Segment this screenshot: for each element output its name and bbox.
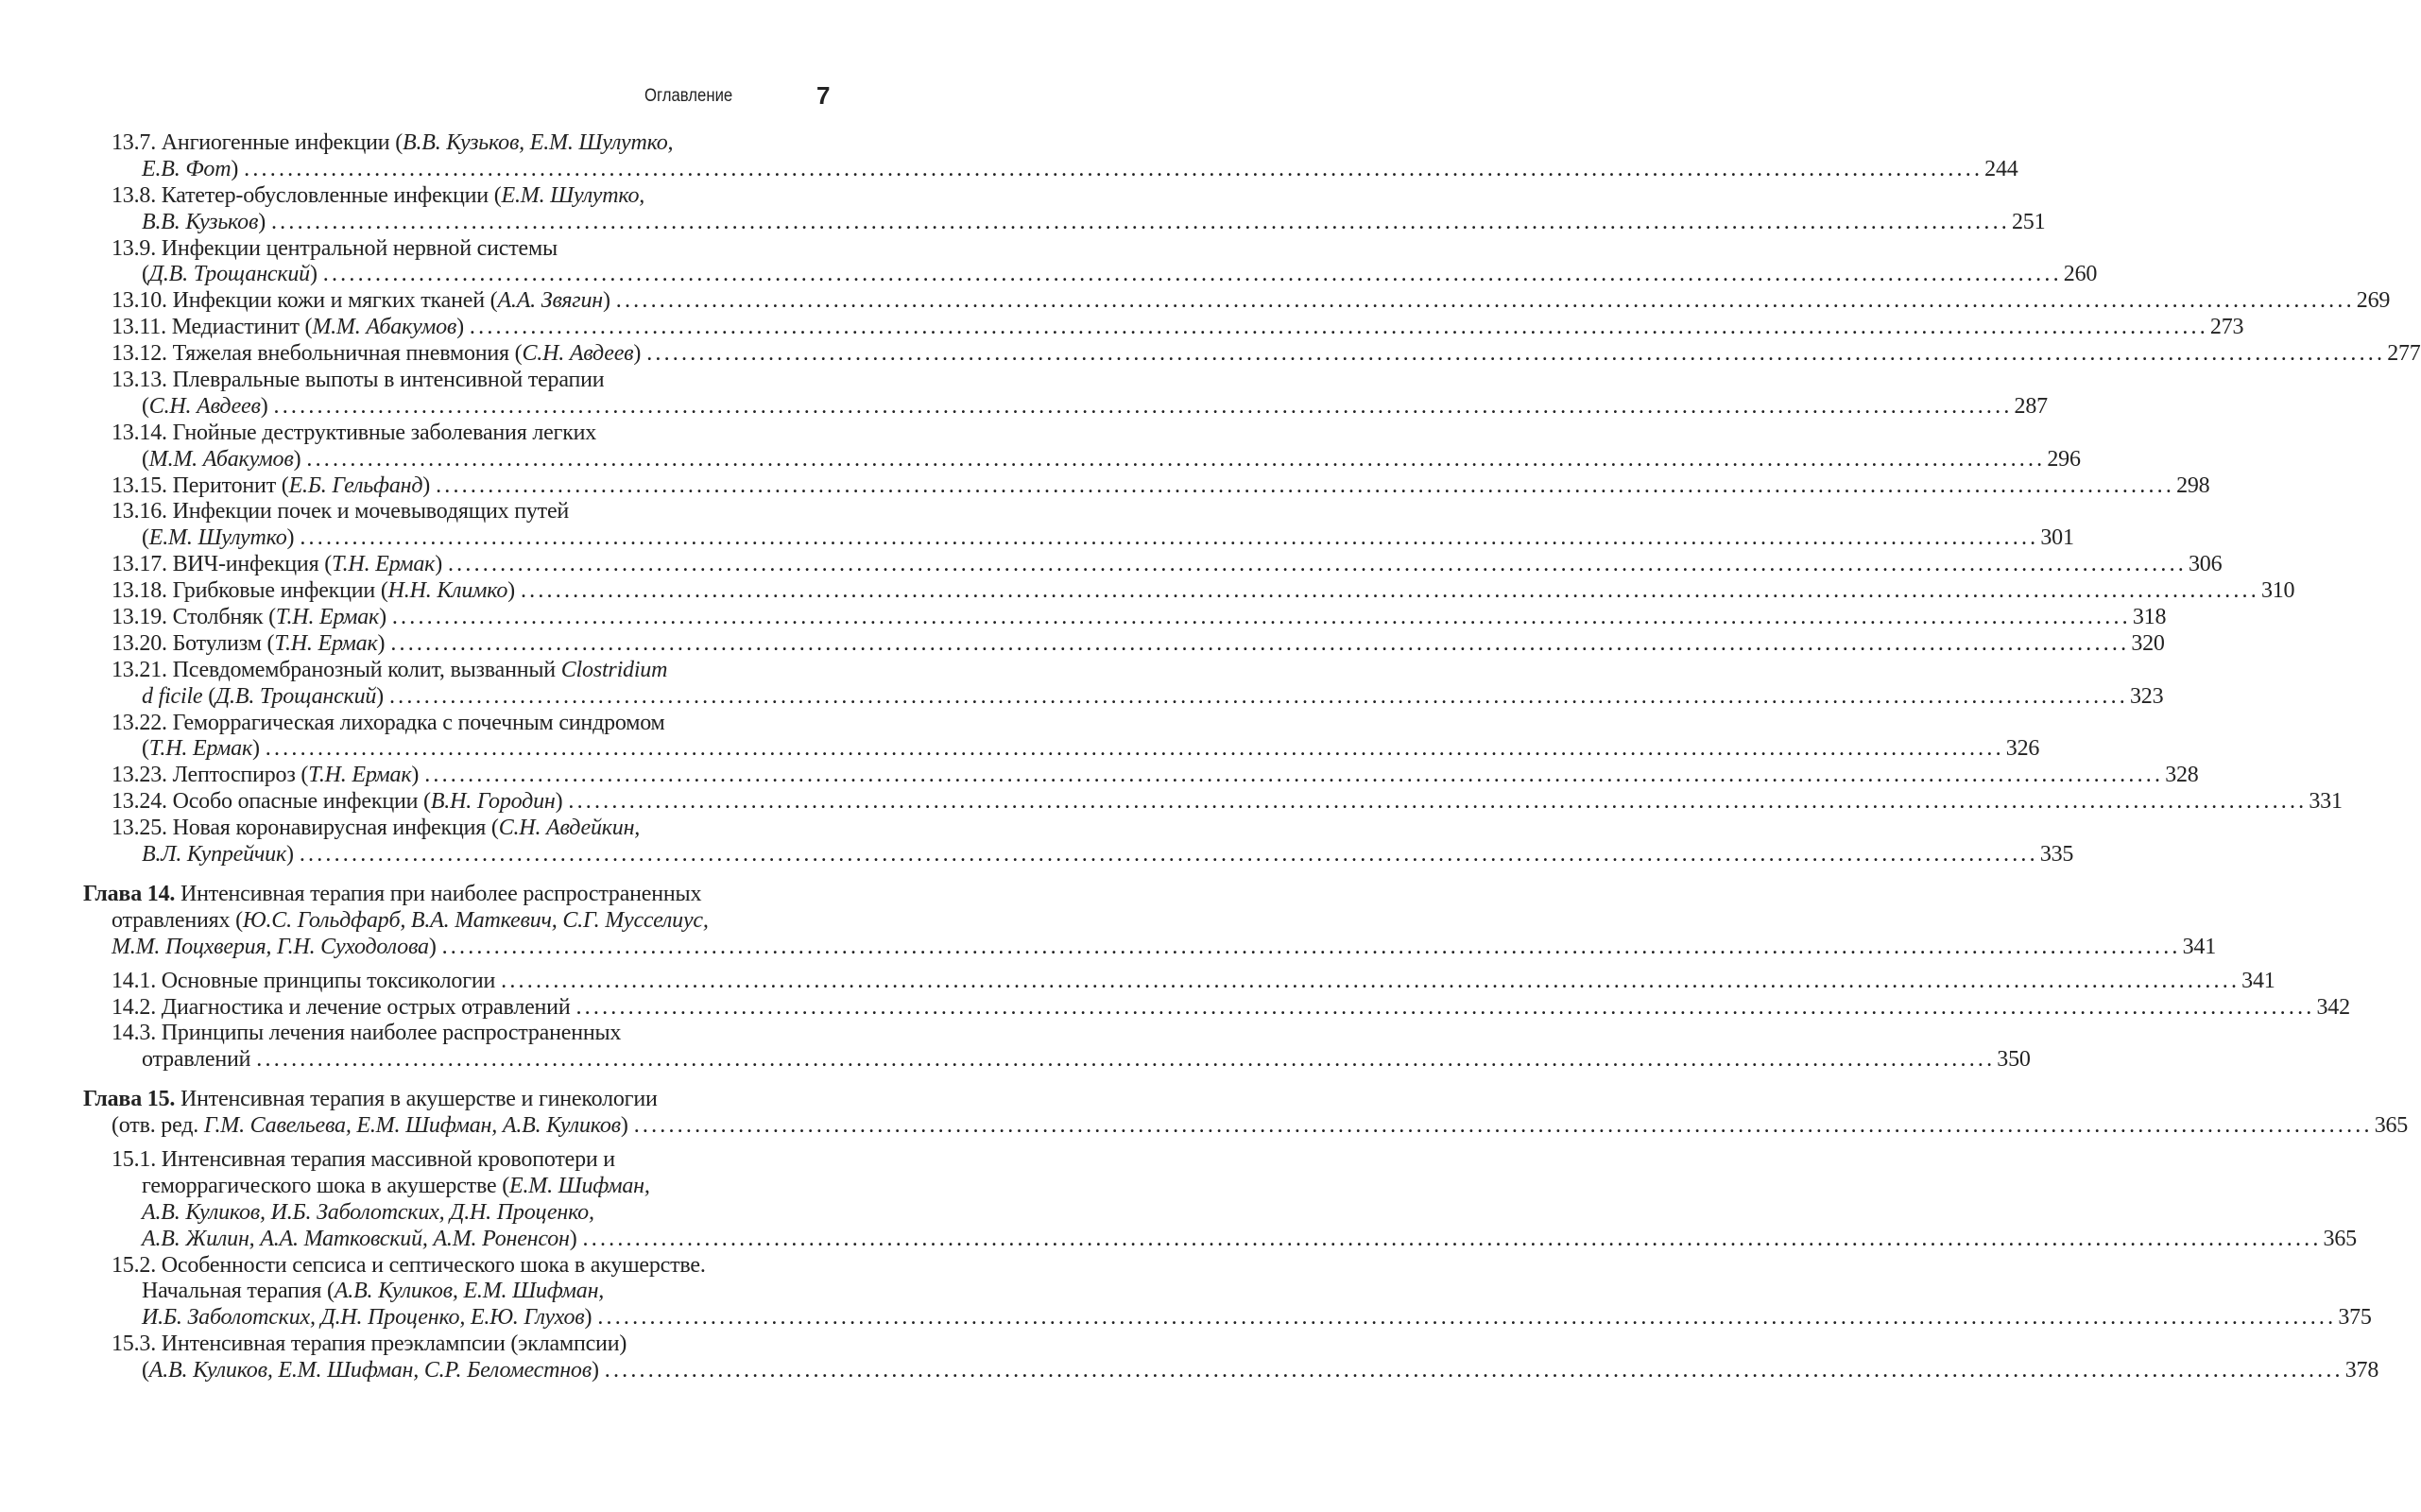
toc-line-text	[112, 130, 673, 157]
toc-line-text	[112, 1147, 615, 1174]
title-text: )	[428, 934, 437, 959]
title-text: отравлений	[142, 1047, 251, 1073]
toc-page-number: 260	[2063, 262, 2098, 287]
toc-line-text	[112, 763, 419, 789]
title-text: (	[142, 1358, 149, 1383]
toc-page-number: 323	[2129, 683, 2164, 709]
toc-section-entry[interactable]	[0, 420, 2081, 473]
toc-line	[0, 908, 824, 935]
toc-section-entry[interactable]	[0, 472, 2210, 500]
toc-page-number: 310	[2260, 578, 2295, 604]
title-text: )	[286, 525, 295, 551]
toc-section-entry[interactable]	[0, 657, 2164, 711]
toc-line	[0, 1047, 2031, 1074]
toc-line	[0, 711, 824, 737]
toc-line-text	[142, 157, 238, 183]
toc-line	[0, 1113, 2409, 1140]
toc-line	[0, 156, 2018, 183]
title-text: (	[142, 525, 149, 551]
toc-line-text	[112, 183, 644, 210]
toc-line-text	[112, 421, 596, 447]
author-names: Т.Н. Ермак	[332, 552, 436, 577]
title-text: )	[309, 262, 318, 287]
author-names: Ю.С. Гольдфарб, В.А. Маткевич, С.Г. Мусселиус,	[242, 907, 709, 933]
title-text: )	[569, 1226, 577, 1251]
author-names: А.В. Куликов, Е.М. Шифман,	[334, 1279, 605, 1304]
chapter-label: Глава 15.	[83, 1087, 176, 1112]
toc-line-text	[112, 315, 464, 341]
toc-page-number: 298	[2176, 472, 2210, 498]
toc-line-text	[112, 1332, 627, 1358]
author-names: Г.М. Савельева, Е.М. Шифман, А.В. Куликов	[203, 1113, 621, 1139]
title-text: )	[258, 209, 266, 234]
toc-section-entry[interactable]	[0, 1146, 2357, 1253]
toc-line-text	[112, 499, 569, 525]
dot-leader: ........................................................................................................................................................................................................	[469, 315, 2208, 340]
toc-page-number: 341	[2182, 934, 2217, 959]
title-text: )	[422, 472, 431, 498]
author-names: А.В. Куликов, Е.М. Шифман, С.Р. Беломестнов	[148, 1358, 592, 1383]
title-text: 13.21. Псевдомембранозный колит, вызванный	[112, 657, 561, 682]
toc-line	[0, 816, 824, 842]
author-names: Т.Н. Ермак	[274, 630, 378, 656]
author-names: Е.В. Фот	[142, 156, 232, 181]
dot-leader: ........................................................................................................................................................................................................	[604, 1358, 2344, 1383]
author-names: Е.М. Шифман,	[509, 1173, 650, 1198]
toc-line-text	[142, 736, 260, 763]
toc-page-number: 375	[2338, 1305, 2372, 1331]
title-text: )	[620, 1113, 628, 1139]
toc-page-number: 296	[2047, 446, 2081, 472]
table-of-contents	[0, 130, 2421, 1384]
toc-line	[0, 341, 2421, 368]
toc-line-text	[83, 1087, 658, 1113]
toc-line	[0, 472, 2210, 500]
toc-line	[0, 683, 2164, 711]
title-text: 14.2. Диагностика и лечение острых отравлений	[112, 994, 571, 1020]
dot-leader: ........................................................................................................................................................................................................	[424, 763, 2164, 788]
toc-section-entry[interactable]	[0, 710, 2040, 764]
toc-line-text	[142, 1174, 650, 1200]
author-names: В.Л. Купрейчик	[142, 842, 287, 868]
author-names: Т.Н. Ермак	[275, 605, 380, 630]
toc-section-entry[interactable]	[0, 341, 2421, 368]
toc-page-number: 277	[2387, 341, 2421, 367]
author-names: М.М. Абакумов	[148, 446, 294, 472]
title-text: 13.20. Ботулизм (	[112, 630, 275, 656]
toc-line	[0, 236, 824, 263]
author-names: d ficile	[142, 683, 203, 709]
author-names: В.В. Кузьков	[142, 209, 259, 234]
toc-line-text	[112, 552, 442, 578]
toc-line-text	[142, 1200, 594, 1227]
title-text: )	[456, 315, 464, 340]
toc-line	[0, 421, 824, 447]
title-text: 14.1. Основные принципы токсикологии	[112, 968, 496, 993]
title-text: )	[411, 763, 420, 788]
title-text: )	[555, 789, 563, 815]
toc-page-number: 301	[2040, 525, 2074, 551]
author-names: М.М. Абакумов	[312, 315, 457, 340]
toc-line	[0, 736, 2040, 763]
dot-leader: ........................................................................................................................................................................................................	[520, 578, 2259, 604]
toc-line-text	[112, 658, 667, 684]
title-text: )	[507, 578, 515, 604]
dot-leader: ........................................................................................................................................................................................................	[390, 630, 2130, 656]
title-text: 13.11. Медиастинит (	[112, 315, 313, 340]
title-text: (	[142, 393, 149, 419]
dot-leader: ........................................................................................................................................................................................................	[322, 262, 2062, 287]
toc-page-number: 306	[2188, 552, 2223, 577]
toc-line-text	[142, 1358, 599, 1384]
toc-page-number: 328	[2165, 763, 2199, 788]
title-text: (отв. ред.	[112, 1113, 204, 1139]
author-names: В.Н. Городин	[430, 789, 556, 815]
author-names: Т.Н. Ермак	[148, 736, 252, 762]
toc-section-entry[interactable]	[0, 763, 2199, 789]
dot-leader: ........................................................................................................................................................................................................	[391, 605, 2131, 630]
toc-line-text	[142, 210, 266, 236]
title-text: )	[376, 683, 384, 709]
title-text: (	[142, 446, 149, 472]
author-names: В.В. Кузьков, Е.М. Шулутко,	[402, 130, 674, 155]
author-names: А.В. Жилин, А.А. Матковский, А.М. Роненсон	[142, 1226, 570, 1251]
toc-page-number: 350	[1997, 1047, 2031, 1073]
toc-line	[0, 630, 2165, 658]
toc-page-number: 244	[1984, 156, 2018, 181]
dot-leader: ........................................................................................................................................................................................................	[300, 525, 2039, 551]
dot-leader: ........................................................................................................................................................................................................	[265, 736, 2004, 762]
toc-line-text	[112, 995, 570, 1022]
title-text: 13.19. Столбняк (	[112, 605, 276, 630]
title-text: )	[377, 630, 386, 656]
author-names: М.М. Поцхверия, Г.Н. Суходолова	[112, 934, 429, 959]
title-text: 13.25. Новая коронавирусная инфекция (	[112, 816, 499, 841]
author-names: Е.М. Шулутко	[148, 525, 287, 551]
title-text: 13.9. Инфекции центральной нервной системы	[112, 235, 558, 261]
author-names: С.Н. Авдеев	[522, 341, 634, 367]
title-text: геморрагического шока в акушерстве (	[142, 1173, 510, 1198]
toc-line-text	[112, 631, 385, 658]
toc-line	[0, 1021, 824, 1047]
dot-leader: ........................................................................................................................................................................................................	[501, 968, 2241, 993]
running-header	[0, 83, 945, 112]
author-names: А.А. Звягин	[497, 288, 603, 314]
toc-line	[0, 130, 824, 157]
toc-section-entry[interactable]	[0, 789, 2343, 816]
author-names: Д.В. Трощанский	[215, 683, 377, 709]
toc-line	[0, 605, 2167, 631]
toc-line	[0, 393, 2048, 421]
dot-leader: ........................................................................................................................................................................................................	[270, 209, 2010, 234]
dot-leader: ........................................................................................................................................................................................................	[299, 842, 2038, 868]
toc-section-entry[interactable]	[0, 315, 2244, 341]
title-text: )	[260, 393, 268, 419]
toc-line-text	[83, 882, 701, 908]
toc-line-text	[112, 1021, 621, 1047]
toc-section-entry[interactable]	[0, 130, 2018, 183]
toc-line	[0, 994, 2350, 1022]
author-names: Е.М. Шулутко,	[501, 182, 645, 208]
toc-line-text	[112, 816, 640, 842]
toc-section-entry[interactable]	[0, 968, 2275, 995]
toc-line	[0, 288, 2391, 315]
title-text: 13.14. Гнойные деструктивные заболевания легких	[112, 420, 597, 445]
title-text: )	[251, 736, 260, 762]
title-text: 13.10. Инфекции кожи и мягких тканей (	[112, 288, 498, 314]
title-text: )	[602, 288, 610, 314]
page-number: 7	[816, 81, 831, 110]
toc-section-entry[interactable]	[0, 630, 2165, 658]
title-text: 13.23. Лептоспироз (	[112, 763, 309, 788]
toc-line	[0, 842, 2074, 868]
dot-leader: ........................................................................................................................................................................................................	[582, 1226, 2322, 1251]
toc-line	[0, 1332, 824, 1358]
toc-line-text	[112, 789, 562, 816]
toc-page-number: 335	[2039, 842, 2074, 868]
author-names: Д.В. Трощанский	[148, 262, 310, 287]
toc-line	[0, 1305, 2372, 1332]
dot-leader: ........................................................................................................................................................................................................	[244, 156, 1983, 181]
title-text: Начальная терапия (	[142, 1279, 335, 1304]
dot-leader: ........................................................................................................................................................................................................	[306, 446, 2046, 472]
author-names: С.Н. Авдейкин,	[498, 816, 641, 841]
toc-section-entry[interactable]	[0, 605, 2167, 631]
title-text: 13.12. Тяжелая внебольничная пневмония (	[112, 341, 523, 367]
title-text: 15.2. Особенности сепсиса и септического шока в акушерстве.	[112, 1252, 706, 1278]
title-text: 13.16. Инфекции почек и мочевыводящих путей	[112, 499, 570, 524]
toc-chapter-entry[interactable]	[0, 1087, 2409, 1140]
dot-leader: ........................................................................................................................................................................................................	[597, 1305, 2337, 1331]
toc-line-text	[112, 341, 641, 368]
toc-line	[0, 183, 824, 210]
toc-page-number: 318	[2132, 605, 2167, 630]
toc-page-number: 365	[2323, 1226, 2357, 1251]
title-text: 14.3. Принципы лечения наиболее распространенных	[112, 1021, 622, 1046]
author-names: Н.Н. Климко	[387, 578, 508, 604]
dot-leader: ........................................................................................................................................................................................................	[646, 341, 2386, 367]
toc-line-text	[142, 1279, 604, 1305]
toc-line	[0, 1200, 824, 1227]
title-text: 13.13. Плевральные выпоты в интенсивной терапии	[112, 368, 605, 393]
dot-leader: ........................................................................................................................................................................................................	[568, 789, 2308, 815]
toc-page-number: 341	[2241, 968, 2275, 993]
toc-page-number: 331	[2309, 789, 2343, 815]
toc-section-entry[interactable]	[0, 994, 2350, 1022]
toc-section-entry[interactable]	[0, 368, 2048, 421]
title-text: )	[286, 842, 294, 868]
toc-line-text	[112, 908, 709, 935]
toc-section-entry[interactable]	[0, 816, 2074, 868]
toc-page-number: 251	[2011, 209, 2046, 234]
title-text: 15.3. Интенсивная терапия преэклампсии (эклампсии)	[112, 1332, 627, 1357]
title-text: )	[379, 605, 386, 630]
toc-page-number: 287	[2014, 393, 2048, 419]
toc-section-entry[interactable]	[0, 578, 2295, 605]
toc-line-text	[112, 935, 437, 961]
title-text: 13.24. Особо опасные инфекции (	[112, 789, 431, 815]
toc-line	[0, 368, 824, 394]
toc-line-text	[142, 842, 294, 868]
title-text: отравлениях (	[112, 907, 243, 933]
title-text: 13.8. Катетер-обусловленные инфекции (	[112, 182, 502, 208]
title-text: (	[142, 262, 149, 287]
toc-line	[0, 658, 824, 684]
toc-section-entry[interactable]	[0, 182, 2046, 236]
toc-line-text	[142, 447, 300, 473]
title-text: )	[293, 446, 301, 472]
toc-line-text	[112, 368, 604, 394]
toc-line-text	[142, 525, 294, 552]
author-names: Clostridium	[560, 657, 668, 682]
toc-line	[0, 763, 2199, 789]
toc-line	[0, 789, 2343, 816]
title-text: )	[435, 552, 442, 577]
toc-line	[0, 882, 824, 908]
toc-line	[0, 1226, 2357, 1253]
dot-leader: ........................................................................................................................................................................................................	[436, 472, 2175, 498]
toc-page-number: 378	[2344, 1358, 2379, 1383]
dot-leader: ........................................................................................................................................................................................................	[273, 393, 2013, 419]
dot-leader: ........................................................................................................................................................................................................	[441, 934, 2181, 959]
toc-line	[0, 525, 2074, 552]
toc-line-text	[112, 473, 430, 500]
toc-line-text	[112, 1113, 628, 1140]
toc-page-number: 320	[2131, 630, 2165, 656]
toc-line	[0, 578, 2295, 605]
dot-leader: ........................................................................................................................................................................................................	[615, 288, 2355, 314]
toc-line	[0, 1174, 824, 1200]
toc-page-number: 273	[2209, 315, 2244, 340]
toc-chapter-entry[interactable]	[0, 881, 2217, 961]
dot-leader: ........................................................................................................................................................................................................	[388, 683, 2128, 709]
toc-line	[0, 1087, 824, 1113]
title-text: )	[591, 1358, 599, 1383]
toc-section-entry[interactable]	[0, 288, 2391, 315]
toc-line-text	[112, 578, 515, 605]
title-text: 13.15. Перитонит (	[112, 472, 289, 498]
title-text: 13.17. ВИЧ-инфекция (	[112, 552, 332, 577]
toc-line-text	[112, 711, 665, 737]
title-text: )	[231, 156, 239, 181]
toc-section-entry[interactable]	[0, 1332, 2379, 1384]
dot-leader: ........................................................................................................................................................................................................	[447, 552, 2187, 577]
toc-line	[0, 1147, 824, 1174]
toc-line-text	[112, 236, 558, 263]
title-text: )	[633, 341, 642, 367]
toc-line	[0, 968, 2275, 995]
toc-section-entry[interactable]	[0, 499, 2074, 552]
dot-leader: ........................................................................................................................................................................................................	[633, 1113, 2373, 1139]
toc-section-entry[interactable]	[0, 552, 2223, 578]
toc-line-text	[112, 969, 495, 995]
toc-line	[0, 934, 2217, 961]
toc-line-text	[142, 262, 318, 288]
title-text: 15.1. Интенсивная терапия массивной кровопотери и	[112, 1146, 615, 1172]
author-names: И.Б. Заболотских, Д.Н. Проценко, Е.Ю. Глухов	[142, 1305, 585, 1331]
toc-line	[0, 552, 2223, 578]
toc-line-text	[112, 1253, 706, 1280]
toc-line-text	[142, 394, 268, 421]
running-header-title: Оглавление	[644, 86, 733, 106]
title-text: (	[202, 683, 215, 709]
toc-line	[0, 499, 824, 525]
author-names: Е.Б. Гельфанд	[288, 472, 423, 498]
toc-line	[0, 446, 2081, 473]
author-names: А.В. Куликов, И.Б. Заболотских, Д.Н. Проценко,	[142, 1199, 594, 1225]
title-text: )	[584, 1305, 592, 1331]
toc-line	[0, 1358, 2379, 1384]
toc-line	[0, 1253, 824, 1280]
title-text: Интенсивная терапия при наиболее распространенных	[175, 881, 702, 906]
toc-page-number: 342	[2316, 994, 2350, 1020]
toc-line-text	[142, 1305, 592, 1332]
toc-line-text	[142, 1047, 250, 1074]
toc-line-text	[142, 684, 384, 711]
toc-section-entry[interactable]	[0, 235, 2098, 289]
toc-line	[0, 315, 2244, 341]
toc-section-entry[interactable]	[0, 1252, 2372, 1332]
title-text: (	[142, 736, 149, 762]
dot-leader: ........................................................................................................................................................................................................	[256, 1047, 1996, 1073]
toc-section-entry[interactable]	[0, 1021, 2031, 1074]
author-names: Т.Н. Ермак	[308, 763, 412, 788]
title-text: Интенсивная терапия в акушерстве и гинекологии	[175, 1087, 658, 1112]
toc-line	[0, 1279, 824, 1305]
toc-line-text	[112, 605, 386, 631]
toc-page-number: 269	[2356, 288, 2391, 314]
dot-leader: ........................................................................................................................................................................................................	[575, 994, 2315, 1020]
title-text: 13.18. Грибковые инфекции (	[112, 578, 388, 604]
chapter-label: Глава 14.	[83, 881, 176, 906]
title-text: 13.7. Ангиогенные инфекции (	[112, 130, 403, 155]
toc-line	[0, 262, 2098, 288]
toc-line	[0, 209, 2046, 236]
toc-line-text	[142, 1227, 577, 1253]
title-text: 13.22. Геморрагическая лихорадка с почечным синдромом	[112, 710, 665, 735]
toc-page-number: 365	[2374, 1113, 2409, 1139]
toc-page-number: 326	[2005, 736, 2040, 762]
author-names: С.Н. Авдеев	[148, 393, 261, 419]
toc-line-text	[112, 288, 610, 315]
